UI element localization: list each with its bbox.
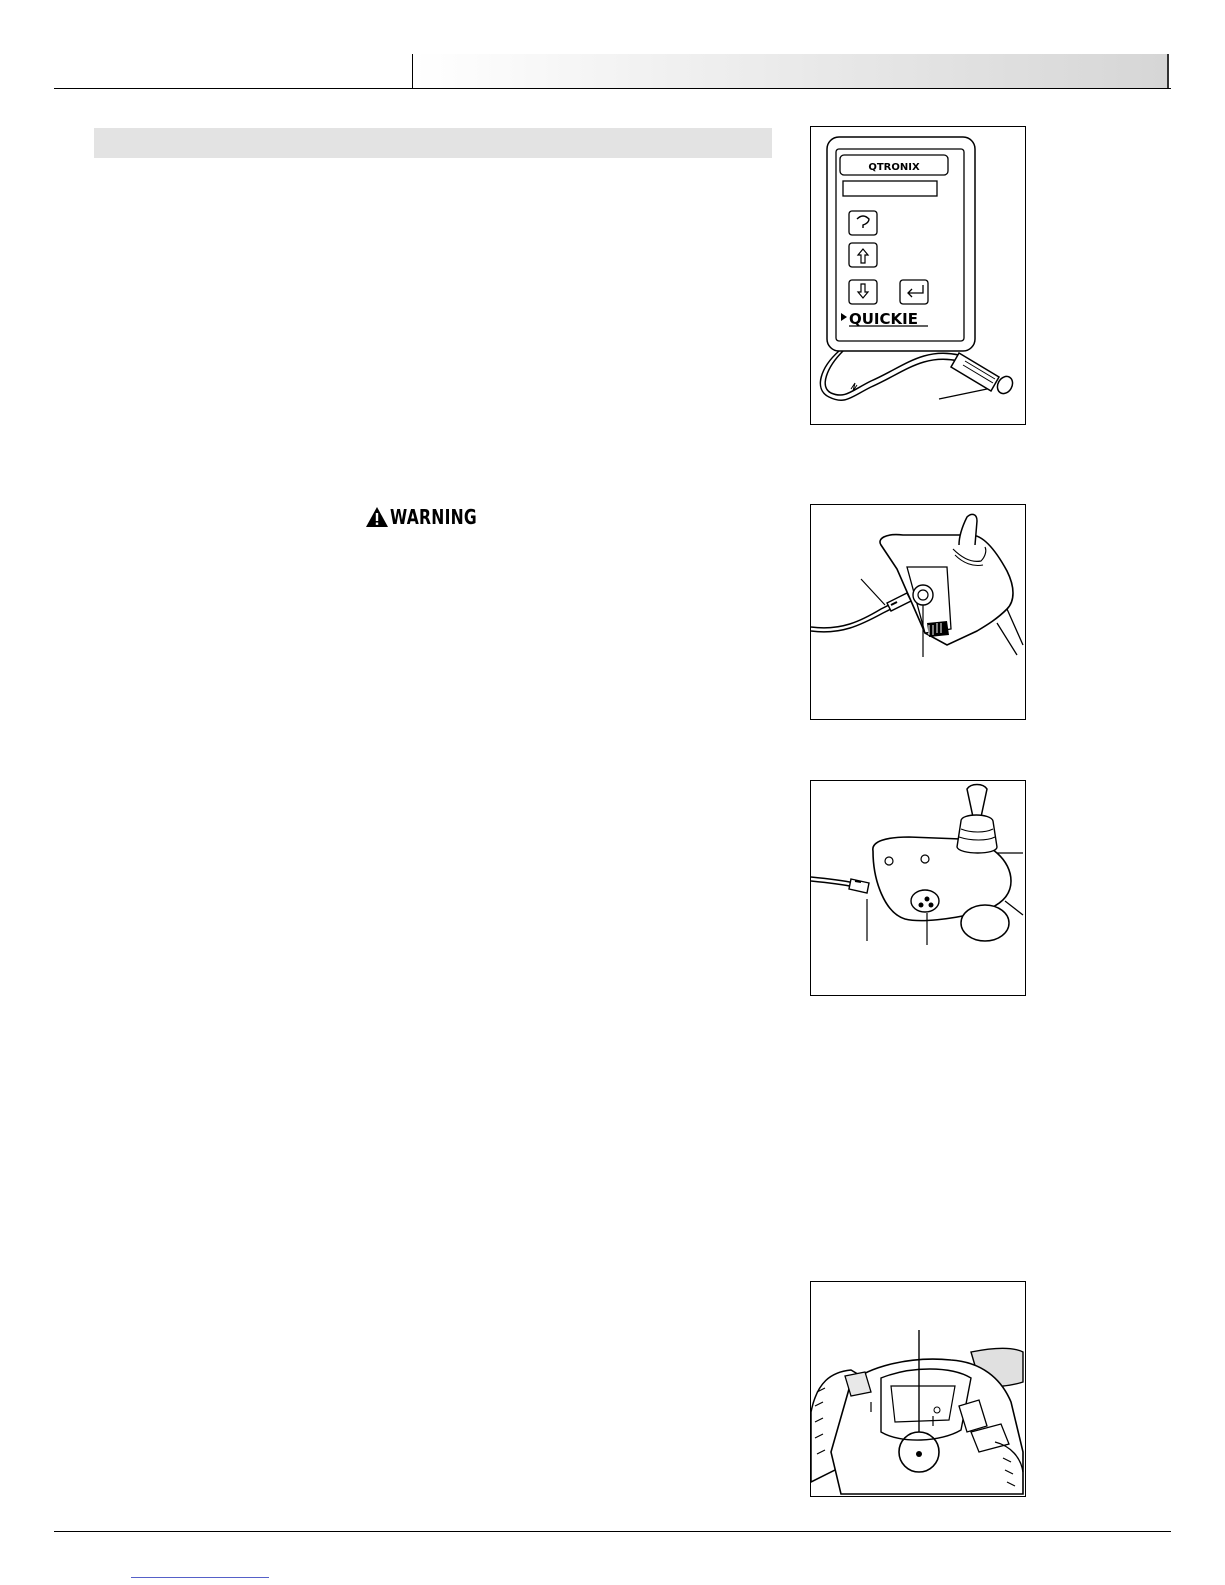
figure-chair-base-port — [810, 1281, 1026, 1497]
header-rule — [54, 88, 1171, 89]
programmer-logo-label: QUICKIE — [849, 310, 918, 328]
up-key — [849, 243, 877, 267]
warning-text: WARNING — [390, 505, 477, 529]
figure-joystick-connection — [810, 504, 1026, 720]
down-key — [849, 280, 877, 304]
section-heading-bar — [94, 128, 772, 158]
warning-triangle-icon — [366, 507, 388, 527]
programmer-illustration — [811, 127, 1024, 423]
joystick-connection-illustration — [811, 505, 1024, 718]
enter-key — [900, 280, 928, 304]
joystick-side-port-illustration — [811, 781, 1024, 994]
figure-joystick-side-port — [810, 780, 1026, 996]
chair-base-illustration — [811, 1282, 1024, 1495]
footer-rule — [54, 1531, 1171, 1532]
help-key — [849, 211, 877, 235]
footer-link-underline[interactable] — [131, 1577, 269, 1578]
programmer-brand-label: QTRONIX — [868, 162, 920, 173]
figure-programmer — [810, 126, 1026, 425]
header-divider — [412, 54, 413, 89]
warning-label — [366, 505, 501, 529]
header-gradient-bar — [414, 54, 1169, 88]
